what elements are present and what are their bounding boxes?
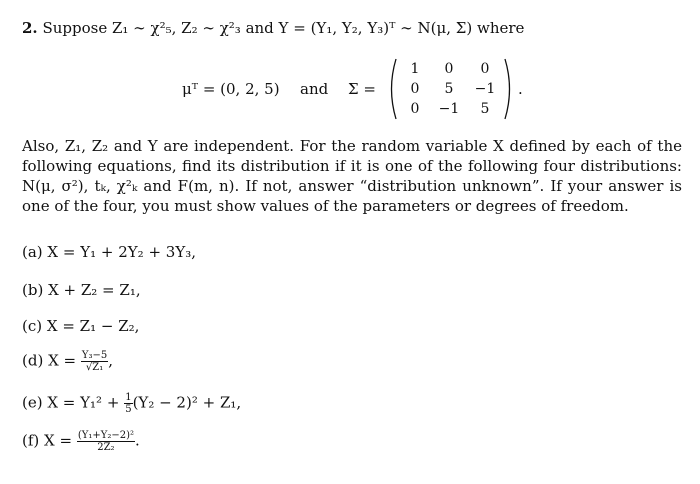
matrix-cell: 0 xyxy=(410,81,420,97)
part-b: (b) X + Z₂ = Z₁, xyxy=(22,281,141,299)
matrix-cell: 0 xyxy=(444,61,454,77)
part-d-suffix: , xyxy=(108,351,114,370)
left-paren-icon xyxy=(386,58,398,120)
matrix-cell: 0 xyxy=(410,101,420,117)
mean-vector: μᵀ = (0, 2, 5) xyxy=(182,80,280,98)
problem-intro: Suppose Z₁ ∼ χ²₅, Z₂ ∼ χ²₃ and Y = (Y₁, Y₂, Y₃)ᵀ ∼ N(μ, Σ) where xyxy=(42,19,525,37)
matrix-cell: 0 xyxy=(480,61,490,77)
covariance-matrix xyxy=(398,58,502,120)
part-e-fraction xyxy=(124,392,132,415)
matrix-cell: −1 xyxy=(438,101,460,117)
fraction-numerator: 1 xyxy=(125,392,132,403)
part-e xyxy=(22,392,241,415)
part-f-suffix: . xyxy=(134,431,140,450)
part-e-suffix: (Y₂ − 2)² + Z₁, xyxy=(132,393,242,412)
matrix-cell: 5 xyxy=(444,81,454,97)
part-d-prefix: (d) X = xyxy=(22,351,77,370)
fraction-denominator: 5 xyxy=(125,404,132,415)
right-paren-icon xyxy=(503,58,515,120)
and-word: and xyxy=(300,80,329,98)
matrix-cell: −1 xyxy=(474,81,496,97)
part-a: (a) X = Y₁ + 2Y₂ + 3Y₃, xyxy=(22,243,197,261)
part-f xyxy=(22,430,140,453)
matrix-cell: 1 xyxy=(410,61,420,77)
problem-statement xyxy=(22,18,524,38)
fraction-denominator: 2Z₂ xyxy=(97,442,115,453)
fraction-denominator: √Z₁ xyxy=(85,362,104,373)
part-f-fraction xyxy=(77,430,135,453)
part-f-prefix: (f) X = xyxy=(22,431,73,450)
fraction-numerator: (Y₁+Y₂−2)² xyxy=(77,430,134,441)
fraction-numerator: Y₃−5 xyxy=(81,350,108,361)
matrix-cell: 5 xyxy=(480,101,490,117)
instructions-paragraph: Also, Z₁, Z₂ and Y are independent. For the random variable X defined by each of the following equations, find its distribution if it is one of the following four distributions: N(μ, σ²), tₖ, χ²ₖ and F(m, n). If not, answer “distribution unknown”. If your answer is one of the four, you must show values of the parameters or degrees of freedom. xyxy=(22,137,682,215)
part-e-prefix: (e) X = Y₁² + xyxy=(22,393,120,412)
sigma-label: Σ = xyxy=(348,80,376,98)
part-c: (c) X = Z₁ − Z₂, xyxy=(22,317,140,335)
problem-number: 2. xyxy=(22,19,38,37)
part-d-fraction xyxy=(81,350,108,373)
parameter-display xyxy=(0,58,700,122)
matrix-period: . xyxy=(518,80,523,98)
part-d xyxy=(22,350,113,373)
